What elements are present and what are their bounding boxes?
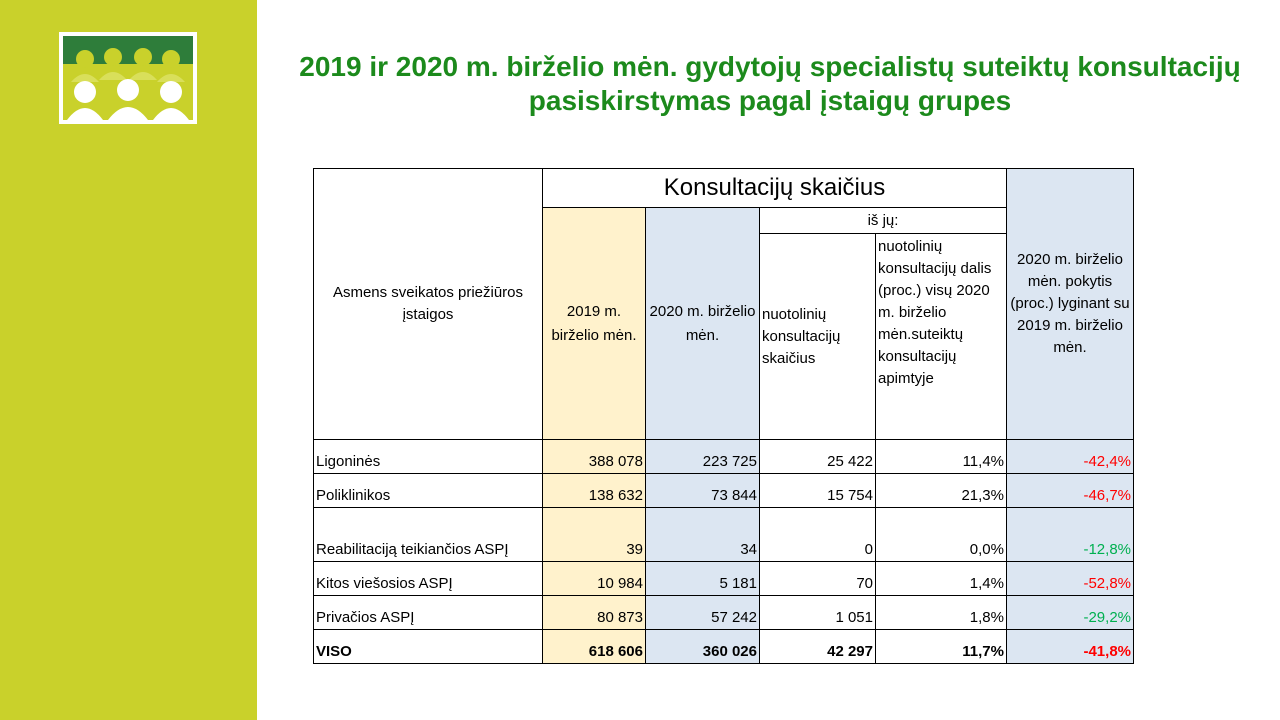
cell-2020: 223 725 (646, 440, 760, 474)
cell-share: 1,4% (876, 562, 1007, 596)
cell-change: -42,4% (1007, 440, 1134, 474)
header-change: 2020 m. birželio mėn. pokytis (proc.) lyginant su 2019 m. birželio mėn. (1007, 169, 1134, 440)
cell-2019: 388 078 (543, 440, 646, 474)
cell-2019: 10 984 (543, 562, 646, 596)
header-june-2020: 2020 m. birželio mėn. (646, 208, 760, 440)
page-title: 2019 ir 2020 m. birželio mėn. gydytojų specialistų suteiktų konsultacijų pasiskirstymas pagal įstaigų grupes (299, 51, 1241, 116)
cell-2020: 34 (646, 508, 760, 562)
cell-change: -52,8% (1007, 562, 1134, 596)
row-name: Ligoninės (314, 440, 543, 474)
table-row (314, 508, 1134, 562)
cell-share: 1,8% (876, 596, 1007, 630)
table-row (314, 474, 1134, 508)
cell-2019: 80 873 (543, 596, 646, 630)
people-group-icon (63, 36, 193, 120)
cell-2019: 138 632 (543, 474, 646, 508)
cell-2020: 73 844 (646, 474, 760, 508)
header-remote-share: nuotolinių konsultacijų dalis (proc.) visų 2020 m. birželio mėn.suteiktų konsultacijų apimtyje (876, 234, 1007, 440)
cell-2020: 57 242 (646, 596, 760, 630)
total-share: 11,7% (876, 630, 1007, 664)
cell-change: -29,2% (1007, 596, 1134, 630)
cell-change: -46,7% (1007, 474, 1134, 508)
cell-remote: 15 754 (760, 474, 876, 508)
row-name: Poliklinikos (314, 474, 543, 508)
table-row (314, 562, 1134, 596)
header-of-which: iš jų: (760, 208, 1007, 234)
row-name: Privačios ASPĮ (314, 596, 543, 630)
cell-remote: 25 422 (760, 440, 876, 474)
cell-remote: 0 (760, 508, 876, 562)
cell-2019: 39 (543, 508, 646, 562)
table-row (314, 440, 1134, 474)
table-row (314, 596, 1134, 630)
table-total-row (314, 630, 1134, 664)
cell-change: -12,8% (1007, 508, 1134, 562)
header-june-2019: 2019 m. birželio mėn. (543, 208, 646, 440)
header-institutions: Asmens sveikatos priežiūros įstaigos (314, 169, 543, 440)
row-name: Reabilitaciją teikiančios ASPĮ (314, 508, 543, 562)
logo (59, 32, 197, 124)
total-name: VISO (314, 630, 543, 664)
total-change: -41,8% (1007, 630, 1134, 664)
cell-remote: 70 (760, 562, 876, 596)
total-2019: 618 606 (543, 630, 646, 664)
total-remote: 42 297 (760, 630, 876, 664)
row-name: Kitos viešosios ASPĮ (314, 562, 543, 596)
header-remote-count: nuotolinių konsultacijų skaičius (760, 234, 876, 440)
cell-2020: 5 181 (646, 562, 760, 596)
cell-share: 11,4% (876, 440, 1007, 474)
cell-remote: 1 051 (760, 596, 876, 630)
cell-share: 21,3% (876, 474, 1007, 508)
header-consultations: Konsultacijų skaičius (543, 169, 1007, 208)
cell-share: 0,0% (876, 508, 1007, 562)
total-2020: 360 026 (646, 630, 760, 664)
consultations-table (313, 168, 1134, 664)
